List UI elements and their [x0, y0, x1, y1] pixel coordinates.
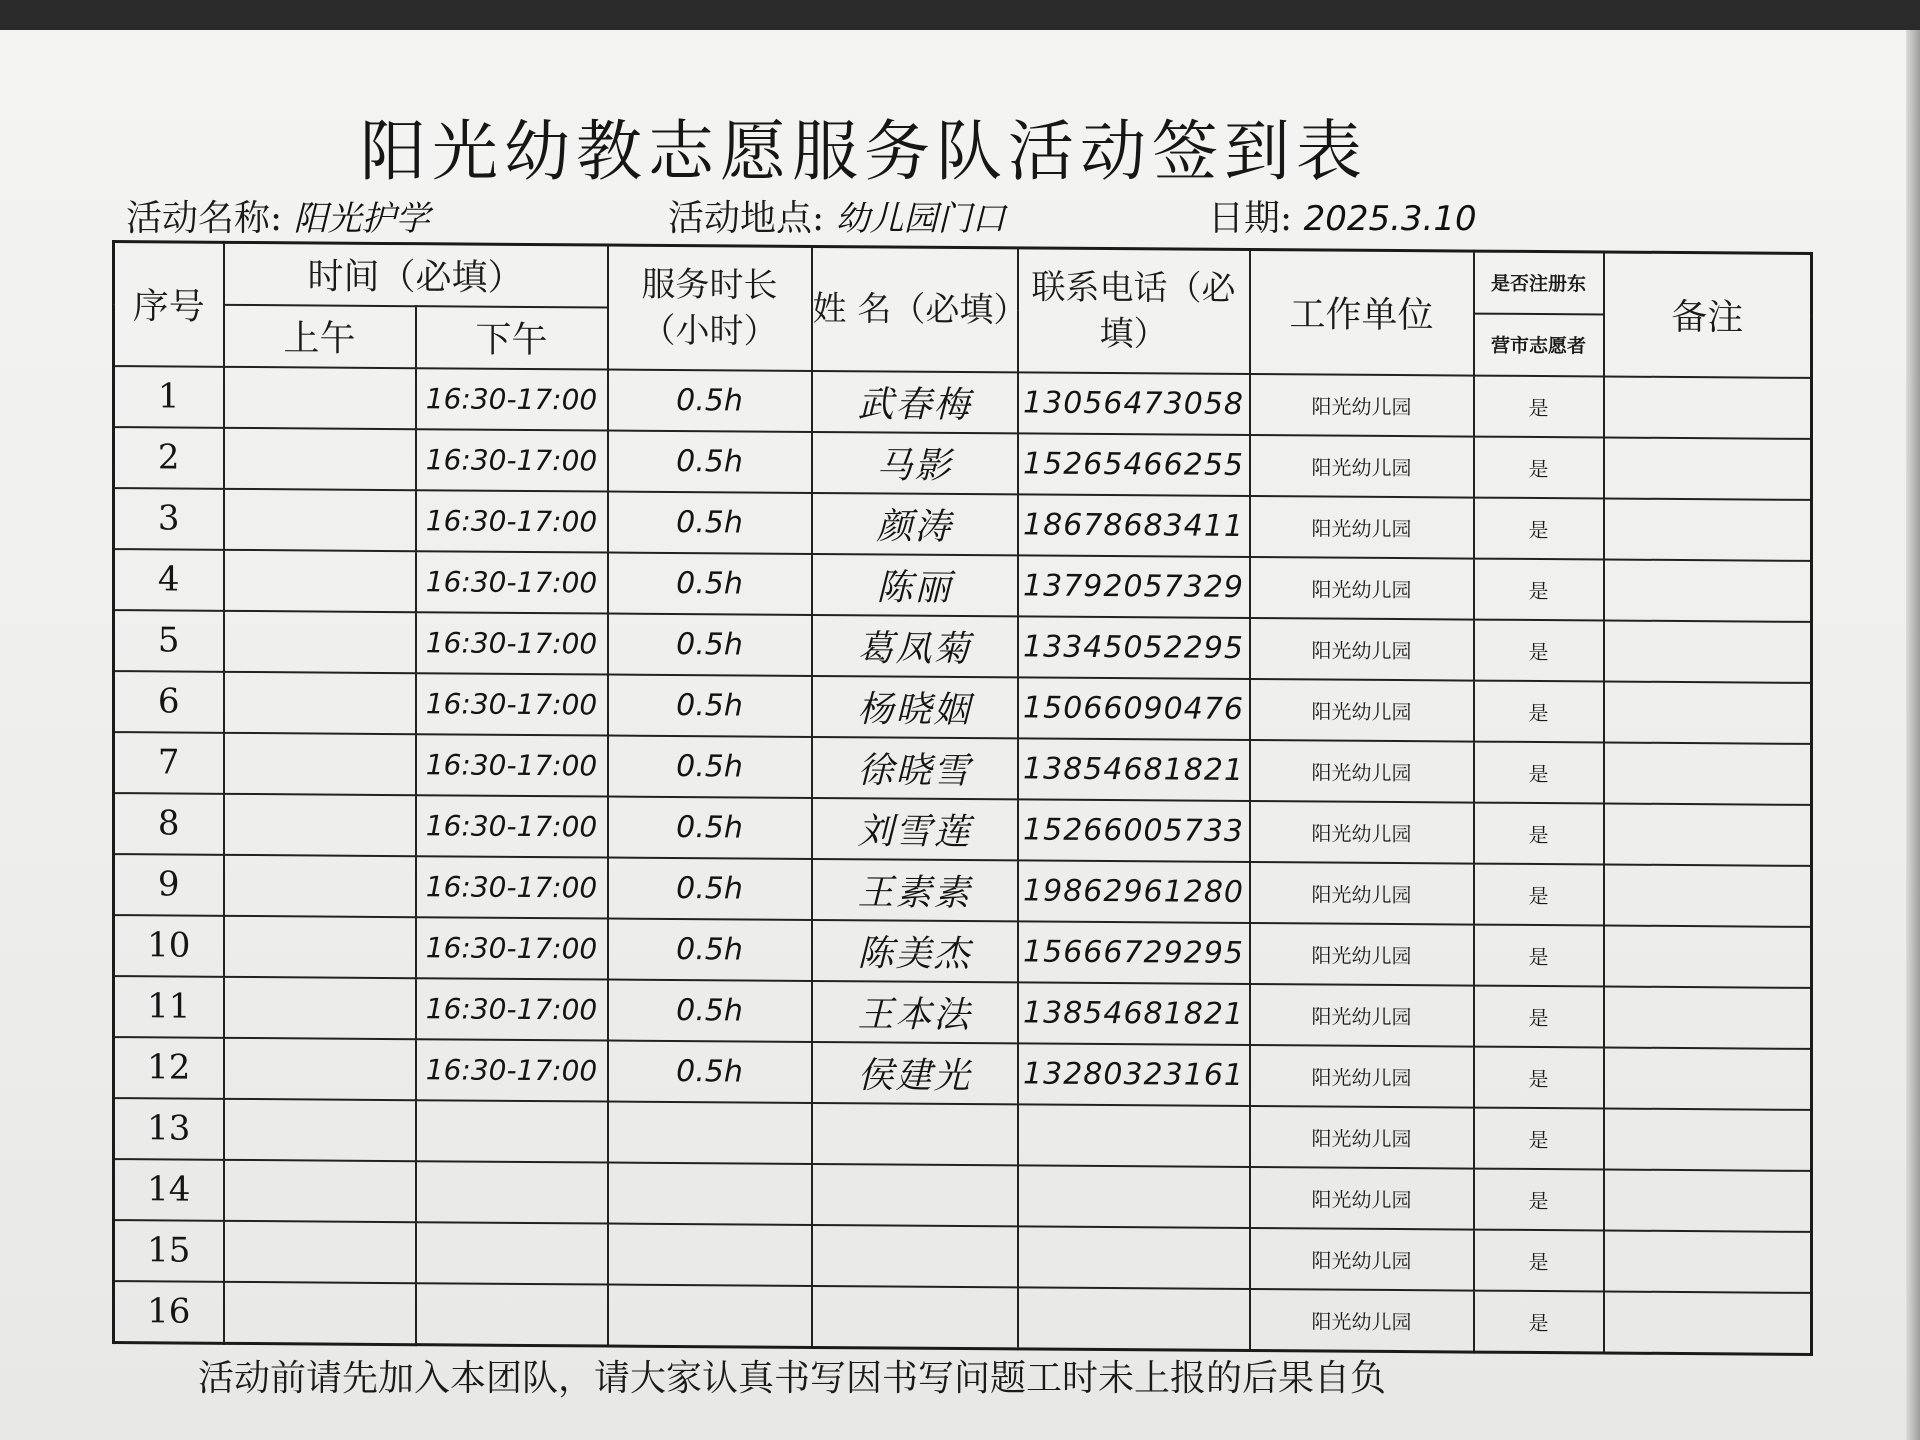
unit-cell: 阳光幼儿园 [1250, 1045, 1474, 1108]
registered-cell: 是 [1474, 1229, 1604, 1291]
phone-cell: 13056473058 [1018, 372, 1250, 435]
pm-time-cell: 16:30-17:00 [416, 978, 608, 1040]
duration-cell: 0.5h [608, 796, 812, 858]
name-cell: 武春梅 [812, 370, 1018, 432]
am-time-cell [224, 610, 416, 672]
unit-cell: 阳光幼儿园 [1250, 679, 1474, 742]
remarks-cell [1604, 1047, 1812, 1109]
name-cell [812, 1285, 1018, 1348]
date-label: 日期: [1208, 198, 1293, 239]
unit-cell: 阳光幼儿园 [1250, 1289, 1474, 1352]
row-index: 16 [114, 1281, 224, 1343]
am-time-cell [224, 549, 416, 611]
am-time-cell [224, 366, 416, 428]
unit-cell: 阳光幼儿园 [1250, 1167, 1474, 1230]
name-cell: 马影 [812, 431, 1018, 493]
registered-cell: 是 [1474, 1290, 1604, 1352]
pm-time-cell: 16:30-17:00 [416, 795, 608, 857]
registered-cell: 是 [1474, 497, 1604, 559]
phone-cell: 15265466255 [1018, 433, 1250, 496]
name-cell: 王素素 [812, 858, 1018, 920]
activity-name-value: 阳光护学 [293, 199, 430, 239]
pm-time-cell: 16:30-17:00 [416, 368, 608, 430]
header-index: 序号 [114, 242, 224, 367]
am-time-cell [224, 1220, 416, 1282]
unit-cell: 阳光幼儿园 [1250, 984, 1474, 1047]
unit-cell: 阳光幼儿园 [1250, 862, 1474, 925]
duration-cell [608, 1162, 812, 1224]
duration-cell: 0.5h [608, 735, 812, 797]
name-cell: 杨晓姻 [812, 675, 1018, 737]
unit-cell: 阳光幼儿园 [1250, 1228, 1474, 1291]
registered-cell: 是 [1474, 375, 1604, 437]
pm-time-cell: 16:30-17:00 [416, 734, 608, 796]
row-index: 8 [114, 793, 224, 855]
row-index: 7 [114, 732, 224, 794]
pm-time-cell: 16:30-17:00 [416, 612, 608, 674]
unit-cell: 阳光幼儿园 [1250, 435, 1474, 498]
am-time-cell [224, 1159, 416, 1221]
am-time-cell [224, 793, 416, 855]
row-index: 4 [114, 549, 224, 611]
phone-cell: 15066090476 [1018, 677, 1250, 740]
am-time-cell [224, 1098, 416, 1160]
registered-cell: 是 [1474, 680, 1604, 742]
remarks-cell [1604, 864, 1812, 926]
header-registered-line1: 是否注册东 [1474, 251, 1604, 314]
registered-cell: 是 [1474, 863, 1604, 925]
date-field [1208, 190, 1477, 241]
phone-cell: 13854681821 [1018, 982, 1250, 1045]
row-index: 11 [114, 976, 224, 1038]
row-index: 14 [114, 1159, 224, 1221]
registered-cell: 是 [1474, 436, 1604, 498]
phone-cell: 13792057329 [1018, 555, 1250, 618]
header-registered-line2: 营市志愿者 [1474, 313, 1604, 376]
row-index: 2 [114, 427, 224, 489]
form-title: 阳光幼教志愿服务队活动签到表 [360, 113, 1368, 190]
name-cell: 刘雪莲 [812, 797, 1018, 859]
row-index: 12 [114, 1037, 224, 1099]
remarks-cell [1604, 620, 1812, 682]
registered-cell: 是 [1474, 558, 1604, 620]
header-phone: 联系电话（必填） [1018, 248, 1250, 374]
unit-cell: 阳光幼儿园 [1250, 557, 1474, 620]
name-cell: 葛凤菊 [812, 614, 1018, 676]
remarks-cell [1604, 681, 1812, 743]
registered-cell: 是 [1474, 1046, 1604, 1108]
phone-cell: 18678683411 [1018, 494, 1250, 557]
registered-cell: 是 [1474, 619, 1604, 681]
pm-time-cell: 16:30-17:00 [416, 551, 608, 613]
pm-time-cell: 16:30-17:00 [416, 1039, 608, 1101]
registered-cell: 是 [1474, 985, 1604, 1047]
name-cell: 王本法 [812, 980, 1018, 1042]
duration-cell [608, 1101, 812, 1163]
remarks-cell [1604, 1169, 1812, 1231]
name-cell: 侯建光 [812, 1041, 1018, 1103]
pm-time-cell [416, 1100, 608, 1162]
row-index: 13 [114, 1098, 224, 1160]
duration-cell: 0.5h [608, 369, 812, 431]
pm-time-cell [416, 1283, 608, 1346]
remarks-cell [1604, 437, 1812, 499]
activity-name-label: 活动名称: [126, 198, 283, 239]
remarks-cell [1604, 925, 1812, 987]
pm-time-cell [416, 1222, 608, 1284]
unit-cell: 阳光幼儿园 [1250, 1106, 1474, 1169]
am-time-cell [224, 854, 416, 916]
am-time-cell [224, 732, 416, 794]
name-cell: 陈美杰 [812, 919, 1018, 981]
am-time-cell [224, 1281, 416, 1344]
phone-cell [1018, 1104, 1250, 1167]
am-time-cell [224, 427, 416, 489]
remarks-cell [1604, 498, 1812, 560]
duration-cell [608, 1223, 812, 1285]
duration-cell: 0.5h [608, 613, 812, 675]
location-value: 幼儿园门口 [835, 199, 1006, 239]
phone-cell: 15266005733 [1018, 799, 1250, 862]
registered-cell: 是 [1474, 1168, 1604, 1230]
row-index: 5 [114, 610, 224, 672]
registered-cell: 是 [1474, 741, 1604, 803]
remarks-cell [1604, 1108, 1812, 1170]
phone-cell: 19862961280 [1018, 860, 1250, 923]
pm-time-cell [416, 1161, 608, 1223]
page-edge-shadow [1906, 30, 1920, 1440]
phone-cell: 13345052295 [1018, 616, 1250, 679]
remarks-cell [1604, 803, 1812, 865]
pm-time-cell: 16:30-17:00 [416, 429, 608, 491]
unit-cell: 阳光幼儿园 [1250, 923, 1474, 986]
phone-cell [1018, 1287, 1250, 1350]
row-index: 6 [114, 671, 224, 733]
remarks-cell [1604, 742, 1812, 804]
unit-cell: 阳光幼儿园 [1250, 740, 1474, 803]
header-remarks: 备注 [1604, 252, 1812, 377]
am-time-cell [224, 488, 416, 550]
row-index: 15 [114, 1220, 224, 1282]
pm-time-cell: 16:30-17:00 [416, 917, 608, 979]
row-index: 10 [114, 915, 224, 977]
activity-name-field [126, 190, 430, 241]
name-cell [812, 1224, 1018, 1286]
phone-cell: 13854681821 [1018, 738, 1250, 801]
duration-cell: 0.5h [608, 979, 812, 1041]
am-time-cell [224, 915, 416, 977]
remarks-cell [1604, 1291, 1812, 1354]
name-cell: 颜涛 [812, 492, 1018, 554]
row-index: 3 [114, 488, 224, 550]
header-time: 时间（必填） [224, 242, 608, 307]
am-time-cell [224, 1037, 416, 1099]
header-pm: 下午 [416, 306, 608, 369]
duration-cell [608, 1284, 812, 1347]
remarks-cell [1604, 1230, 1812, 1292]
remarks-cell [1604, 559, 1812, 621]
table-row [114, 1281, 1812, 1354]
duration-cell: 0.5h [608, 1040, 812, 1102]
location-label: 活动地点: [668, 198, 825, 239]
phone-cell [1018, 1165, 1250, 1228]
am-time-cell [224, 671, 416, 733]
remarks-cell [1604, 376, 1812, 438]
name-cell [812, 1102, 1018, 1164]
duration-cell: 0.5h [608, 552, 812, 614]
header-duration: 服务时长（小时） [608, 245, 812, 370]
row-index: 9 [114, 854, 224, 916]
date-value: 2025.3.10 [1303, 199, 1477, 239]
location-field [668, 190, 1006, 241]
row-index: 1 [114, 366, 224, 428]
registered-cell: 是 [1474, 1107, 1604, 1169]
phone-cell [1018, 1226, 1250, 1289]
duration-cell: 0.5h [608, 491, 812, 553]
pm-time-cell: 16:30-17:00 [416, 856, 608, 918]
am-time-cell [224, 976, 416, 1038]
name-cell: 徐晓雪 [812, 736, 1018, 798]
sign-in-table [112, 240, 1813, 1355]
unit-cell: 阳光幼儿园 [1250, 496, 1474, 559]
header-name: 姓 名（必填） [812, 246, 1018, 371]
registered-cell: 是 [1474, 924, 1604, 986]
pm-time-cell: 16:30-17:00 [416, 490, 608, 552]
footer-note: 活动前请先加入本团队，请大家认真书写因书写问题工时未上报的后果自负 [198, 1358, 1387, 1399]
unit-cell: 阳光幼儿园 [1250, 618, 1474, 681]
duration-cell: 0.5h [608, 918, 812, 980]
remarks-cell [1604, 986, 1812, 1048]
phone-cell: 15666729295 [1018, 921, 1250, 984]
pm-time-cell: 16:30-17:00 [416, 673, 608, 735]
header-unit: 工作单位 [1250, 250, 1474, 376]
duration-cell: 0.5h [608, 674, 812, 736]
name-cell [812, 1163, 1018, 1225]
registered-cell: 是 [1474, 802, 1604, 864]
unit-cell: 阳光幼儿园 [1250, 374, 1474, 437]
name-cell: 陈丽 [812, 553, 1018, 615]
unit-cell: 阳光幼儿园 [1250, 801, 1474, 864]
duration-cell: 0.5h [608, 430, 812, 492]
header-am: 上午 [224, 304, 416, 367]
duration-cell: 0.5h [608, 857, 812, 919]
phone-cell: 13280323161 [1018, 1043, 1250, 1106]
